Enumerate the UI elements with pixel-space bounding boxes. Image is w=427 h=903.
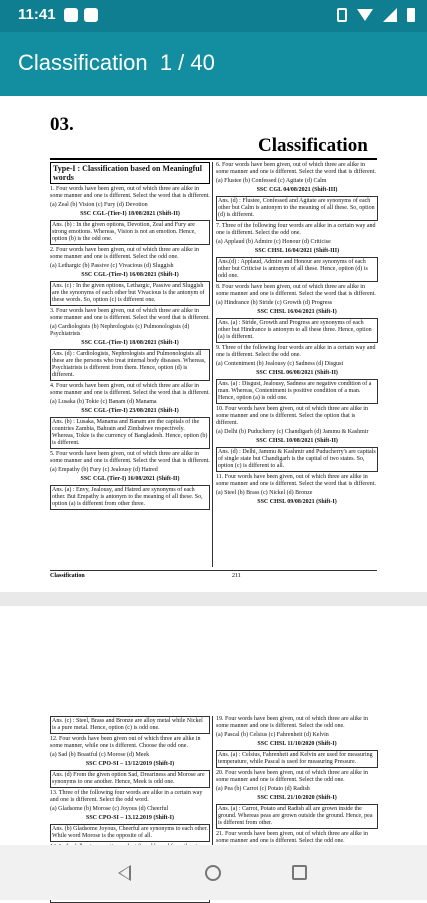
pdf-page-1 bbox=[0, 96, 427, 592]
exam-source: SSC CPO-SI – 13/12/2019 (Shift-I) bbox=[85, 761, 175, 767]
answer-box: Ans. (d) : Flustee, Confessed and Agitate are synonyms of each other but Calm is antonym to the meaning of all these. So, option (d) is different. bbox=[216, 196, 378, 221]
notification-icons bbox=[64, 8, 98, 22]
image-icon bbox=[84, 8, 98, 22]
vibrate-icon bbox=[337, 8, 347, 22]
pdf-page-2 bbox=[0, 606, 427, 845]
exam-source: SSC CHSL 21/10/2020 (Shift-I) bbox=[257, 795, 337, 801]
divider bbox=[50, 158, 377, 160]
column-divider bbox=[212, 162, 213, 567]
question-text: (a) Applaud (b) Admire (c) Honour (d) Criticise bbox=[216, 239, 331, 245]
question-text: 4. Four words have been given, out of which three are alike in some manner and one is different. Select the word that is different. bbox=[50, 383, 210, 396]
question-text: (a) Delhi (b) Puducherry (c) Chandigarh (d) Jammu & Kashmir bbox=[216, 429, 369, 435]
battery-icon bbox=[407, 8, 415, 22]
question-text: (a) Lusaka (b) Tokie (c) Banam (d) Manama bbox=[50, 399, 157, 405]
answer-box: Ans. (d) : Cardiologists, Nephrologists and Pulmonologists all these are the persons who treat internal body diseases. Whereas, Psychiatrists is different from them. Hence, option (d) is different. bbox=[50, 349, 210, 381]
question-text: 20. Four words have been given, out of which three are alike in some manner and one is different. Select the odd one. bbox=[216, 770, 368, 783]
answer-box: Ans. (a) : Stride, Growth and Progress are synonyms of each other but Hindrance is antonym to all these three. Hence, option (a) is different. bbox=[216, 318, 378, 343]
question-text: 11. Four words have been given, out of which three are alike in some manner and one is different. Select the word that is different. bbox=[216, 474, 376, 487]
wifi-icon bbox=[357, 9, 373, 21]
question-text: (a) Gladsome (b) Morose (c) Joyous (d) Cheerful bbox=[50, 806, 169, 812]
question-text: (a) Steel (b) Brass (c) Nickel (d) Bronze bbox=[216, 490, 313, 496]
page-title: Classification 1 / 40 bbox=[18, 50, 215, 75]
question-text: 6. Four words have been given, out of which three are alike in some manner and one is different. Select the word that is different. bbox=[216, 162, 376, 175]
notification-icon bbox=[64, 8, 78, 22]
status-time: 11:41 bbox=[18, 6, 56, 23]
exam-source: SSC CHSL 16/04/2021 (Shift-I) bbox=[257, 309, 337, 315]
question-text: (a) Contentment (b) Jealousy (c) Sadness (d) Disgust bbox=[216, 361, 344, 367]
question-text: (a) Cardiologists (b) Nephrologists (c) Pulmonologists (d) Psychiatrists bbox=[50, 324, 190, 337]
pdf-viewer[interactable] bbox=[0, 96, 427, 845]
navigation-bar bbox=[0, 845, 427, 900]
question-text: (a) Sad (b) Boastful (c) Morose (d) Meek bbox=[50, 752, 150, 758]
answer-box: Ans. (a) : Disgust, Jealousy, Sadness are negative condition of a man. Whereas, Contentment is positive condition of a man. Hence, option (a) is odd one. bbox=[216, 379, 378, 404]
exam-source: SSC CHSL 11/10/2020 (Shift-I) bbox=[257, 741, 337, 747]
question-text: 12. Four words have been given out of which three are alike in some manner, while one is different. Choose the odd one. bbox=[50, 736, 201, 749]
answer-box: Ans. (d) : Delhi, Jammu & Kashmir and Puducherry's are capitals of single state but Chandigarh is the capital of two states. So, option (c) is different to all. bbox=[216, 447, 378, 472]
left-text-column bbox=[50, 716, 210, 845]
page-number: 211 bbox=[232, 573, 241, 579]
answer-box: Ans. (b) : Lusaka, Manama and Banam are the capitals of the countries Zambia, Bahrain and Zimbabwe respectively. Whereas, Tokie is the currency of Bangladesh. Hence, option (b) is different. bbox=[50, 417, 210, 449]
answer-box: Ans. (a) : Celsius, Fahrenheit and Kelvin are used for measuring temperature, while Pascal is used for measuring Pressure. bbox=[216, 750, 378, 768]
exam-source: SSC CHSL 10/08/2021 (Shift-II) bbox=[256, 438, 338, 444]
answer-box: Ans. (d) From the given option Sad, Dreariness and Morose are synonyms to one another. Hence, Meek is odd one. bbox=[50, 770, 210, 788]
question-text: 2. Four words have been given, out of which three are alike in some manner and one is different. Select the odd one. bbox=[50, 247, 199, 260]
section-heading: Type-I : Classification based on Meaningful words bbox=[50, 162, 210, 184]
page-separator bbox=[0, 592, 427, 606]
answer-box: Ans. (b) : In the given options, Devotion, Zeal and Fury are strong emotions. Whereas, Vision is not an emotion. Hence, option (b) is the odd one. bbox=[50, 220, 210, 245]
question-text: 7. Three of the following four words are alike in a certain way and one is different. Select the odd one. bbox=[216, 223, 376, 236]
question-text: 1. Four words have been given, out of which three are alike in some manner and one is different. Select the word that is different. bbox=[50, 186, 210, 199]
answer-box: Ans. (c) : Steel, Brass and Bronze are alloy metal while Nickel is a pure metal. Hence, option (c) is odd one. bbox=[50, 716, 210, 734]
question-text: 21. Four words have been given, out of which three are alike in some manner and one is different. Select the odd one. bbox=[216, 831, 368, 844]
chapter-title: Classification bbox=[258, 135, 368, 156]
exam-source: SSC CGL 04/08/2021 (Shift-III) bbox=[256, 187, 338, 193]
right-text-column bbox=[216, 716, 378, 845]
status-right-icons bbox=[337, 8, 415, 22]
exam-source: SSC CGL-(Tier-I) 18/08/2021 (Shift-I) bbox=[81, 340, 179, 346]
left-text-column bbox=[50, 162, 210, 567]
question-text: (a) Lethargic (b) Passive (c) Vivacious (d) Sluggish bbox=[50, 263, 174, 269]
question-text: 3. Four words have been given, out of which three are alike in some manner and one is different. Select the word that is different. bbox=[50, 308, 210, 321]
answer-box: Ans. (a) : Envy, Jealousy, and Hatred are synonyms of each other. But Empathy is antonym to the meaning of all these. So, option (a) is different from other three. bbox=[50, 485, 210, 510]
exam-source: SSC CHSL 16/04/2021 (Shift-III) bbox=[254, 248, 340, 254]
exam-source: SSC CGL-(Tier-I) 23/08/2021 (Shift-I) bbox=[81, 408, 179, 414]
answer-box: Ans.(d) : Applaud, Admire and Honour are synonyms of each other but Criticise is antonym of all these. Hence, option (d) is odd one. bbox=[216, 257, 378, 282]
question-text: 19. Four words have been given, out of which three are alike in some manner and one is different. Select the odd one. bbox=[216, 716, 368, 729]
app-bar bbox=[0, 32, 427, 96]
answer-box: Ans. (b) Gladsome Joyous, Cheerful are synonyms to each other. While word Morose is the opposite of all. bbox=[50, 824, 210, 842]
back-button-icon[interactable] bbox=[118, 865, 131, 881]
right-text-column bbox=[216, 162, 378, 567]
column-divider bbox=[212, 716, 213, 845]
question-text: (a) Pea (b) Carrot (c) Potato (d) Radish bbox=[216, 786, 310, 792]
footer-chapter: Classification bbox=[50, 573, 85, 579]
recents-button-icon[interactable] bbox=[292, 865, 307, 880]
home-button-icon[interactable] bbox=[205, 865, 221, 881]
exam-source: SSC CHSL 06/08/2021 (Shift-II) bbox=[256, 370, 338, 376]
exam-source: SSC CGL (Tier-I) 16/08/2021 (Shift-II) bbox=[80, 476, 180, 482]
exam-source: SSC CGL-(Tier-I) 16/08/2021 (Shift-I) bbox=[81, 272, 179, 278]
question-text: (a) Pascal (b) Celsius (c) Fahrenheit (d) Kelvin bbox=[216, 732, 329, 738]
page-footer bbox=[50, 570, 377, 579]
question-text: 10. Four words have been given, out of which three are alike in some manner and one is different. Select the option that is different. bbox=[216, 406, 368, 426]
question-text: (a) Empathy (b) Fury (c) Jealousy (d) Hatred bbox=[50, 467, 158, 473]
exam-source: SSC CHSL 09/08/2021 (Shift-I) bbox=[257, 499, 337, 505]
exam-source: SSC CGL-(Tier-I) 18/08/2021 (Shift-II) bbox=[80, 211, 180, 217]
question-text: 5. Four words have been given, out of which three are alike in some manner and one is different. Select the word that is different. bbox=[50, 451, 210, 464]
answer-box: Ans. (a) : Carrot, Potato and Radish all are grown inside the ground. Whereas peas are grown outside the ground. Hence, pea is different from other. bbox=[216, 804, 378, 829]
question-text: (a) Zeal (b) Vision (c) Fury (d) Devotion bbox=[50, 202, 148, 208]
question-text: 13. Three of the following four words are alike in a certain way and one is different. Select the odd word. bbox=[50, 790, 203, 803]
status-bar bbox=[0, 0, 427, 32]
chapter-number: 03. bbox=[50, 114, 74, 135]
question-text: 8. Four words have been given, out of which three are alike in some manner and one is different. Select the word that is different. bbox=[216, 284, 376, 297]
question-text: (a) Hindrance (b) Stride (c) Growth (d) Progress bbox=[216, 300, 333, 306]
exam-source: SSC CPO-SI – 13.12.2019 (Shift-I) bbox=[85, 815, 174, 821]
question-text: 9. Three of the following four words are alike in a certain way and one is different. Select the odd one. bbox=[216, 345, 376, 358]
signal-icon bbox=[383, 8, 397, 22]
question-text: (a) Flustee (b) Confessed (c) Agitate (d) Calm bbox=[216, 178, 327, 184]
answer-box: Ans. (c) : In the given options, Lethargic, Passive and Sluggish are the synonyms of each other but Vivacious is the antonym of these words. So, option (c) is different one. bbox=[50, 281, 210, 306]
